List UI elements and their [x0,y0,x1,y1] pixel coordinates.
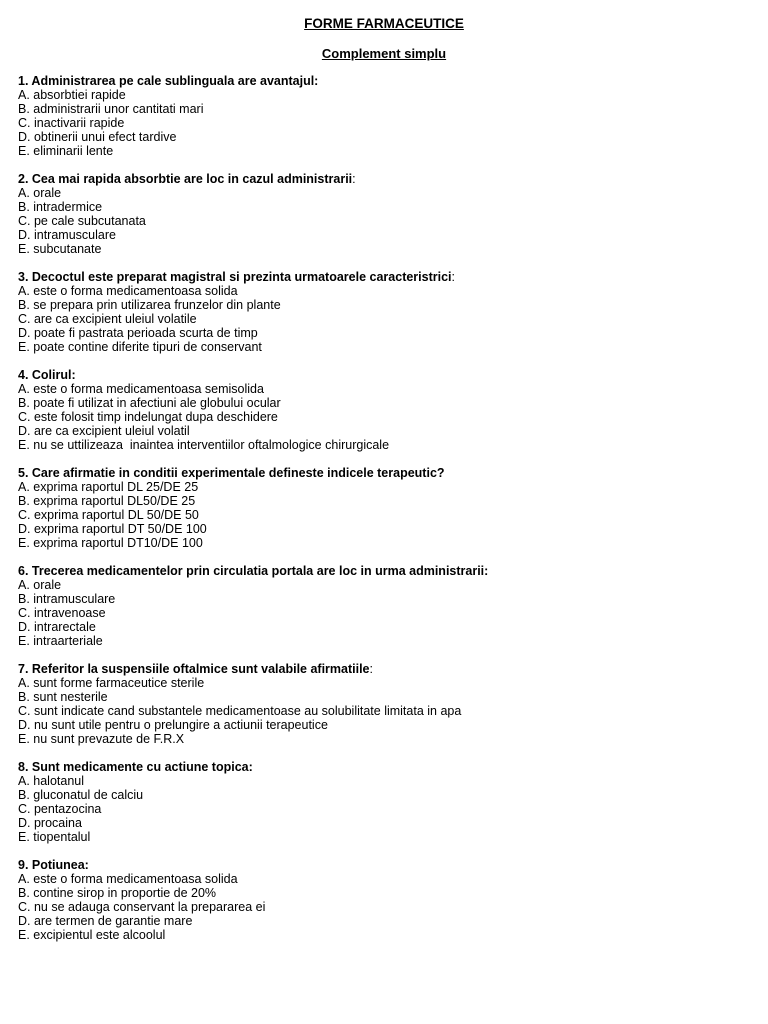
answer-option: C. pe cale subcutanata [18,213,146,228]
answer-options [18,382,758,452]
question-text [18,662,758,676]
question-text [18,564,758,578]
answer-option: B. poate fi utilizat in afectiuni ale globului ocular [18,395,281,410]
question-text [18,466,758,480]
answer-option: E. eliminarii lente [18,143,114,158]
question-stem: 4. Colirul: [18,367,76,382]
answer-option: E. excipientul este alcoolul [18,927,166,942]
question-1 [18,74,758,158]
question-3 [18,270,758,354]
question-list [18,74,758,956]
answer-option: A. exprima raportul DL 25/DE 25 [18,479,199,494]
question-stem: 3. Decoctul este preparat magistral si prezinta urmatoarele caracteristrici [18,269,452,284]
answer-option: E. poate contine diferite tipuri de conservant [18,339,262,354]
question-stem-tail: : [352,171,356,186]
answer-option: B. se prepara prin utilizarea frunzelor din plante [18,297,281,312]
answer-options [18,284,758,354]
answer-option: A. orale [18,185,62,200]
question-stem: 7. Referitor la suspensiile oftalmice sunt valabile afirmatiile [18,661,370,676]
question-text [18,858,758,872]
answer-option: D. are ca excipient uleiul volatil [18,423,190,438]
question-text [18,74,758,88]
question-stem: 2. Cea mai rapida absorbtie are loc in cazul administrarii [18,171,353,186]
answer-options [18,872,758,942]
question-text [18,760,758,774]
answer-options [18,88,758,158]
answer-option: D. exprima raportul DT 50/DE 100 [18,521,207,536]
answer-option: D. procaina [18,815,82,830]
answer-option: C. nu se adauga conservant la prepararea ei [18,899,266,914]
answer-option: E. subcutanate [18,241,102,256]
answer-option: D. poate fi pastrata perioada scurta de timp [18,325,258,340]
question-stem-tail: : [451,269,456,284]
answer-option: B. contine sirop in proportie de 20% [18,885,217,900]
answer-option: A. sunt forme farmaceutice sterile [18,675,205,690]
question-stem: 6. Trecerea medicamentelor prin circulatia portala are loc in urma administrarii: [18,563,489,578]
answer-option: B. intradermice [18,199,103,214]
answer-option: E. nu sunt prevazute de F.R.X [18,731,185,746]
answer-option: E. exprima raportul DT10/DE 100 [18,535,203,550]
answer-option: B. sunt nesterile [18,689,108,704]
answer-option: C. pentazocina [18,801,102,816]
answer-option: A. este o forma medicamentoasa solida [18,283,238,298]
document-title: FORME FARMACEUTICE [304,16,464,31]
answer-options [18,774,758,844]
question-5 [18,466,758,550]
question-stem-tail: : [369,661,373,676]
document-subtitle: Complement simplu [321,46,447,61]
answer-option: A. orale [18,577,62,592]
answer-option: A. este o forma medicamentoasa semisolida [18,381,264,396]
answer-options [18,676,758,746]
question-4 [18,368,758,452]
answer-option: E. intraarteriale [18,633,103,648]
question-stem: 8. Sunt medicamente cu actiune topica: [18,759,253,774]
question-7 [18,662,758,746]
question-9 [18,858,758,942]
answer-option: B. administrarii unor cantitati mari [18,101,204,116]
answer-option: A. absorbtiei rapide [18,87,126,102]
answer-option: D. intramusculare [18,227,116,242]
answer-option: C. are ca excipient uleiul volatile [18,311,197,326]
answer-option: C. este folosit timp indelungat dupa deschidere [18,409,278,424]
answer-option: C. intravenoase [18,605,106,620]
answer-options [18,480,758,550]
question-8 [18,760,758,844]
answer-option: B. intramusculare [18,591,116,606]
question-stem: 5. Care afirmatie in conditii experimentale defineste indicele terapeutic? [18,465,445,480]
answer-option: D. obtinerii unui efect tardive [18,129,177,144]
answer-option: B. gluconatul de calciu [18,787,144,802]
question-text [18,270,758,284]
answer-option: E. nu se uttilizeaza inaintea interventiilor oftalmologice chirurgicale [18,437,390,452]
answer-option: E. tiopentalul [18,829,91,844]
question-2 [18,172,758,256]
question-stem: 1. Administrarea pe cale sublinguala are avantajul: [18,73,319,88]
question-6 [18,564,758,648]
answer-option: D. intrarectale [18,619,96,634]
answer-option: D. are termen de garantie mare [18,913,193,928]
answer-options [18,578,758,648]
question-text [18,368,758,382]
answer-option: A. este o forma medicamentoasa solida [18,871,238,886]
answer-option: A. halotanul [18,773,85,788]
question-stem: 9. Potiunea: [18,857,89,872]
answer-option: C. sunt indicate cand substantele medicamentoase au solubilitate limitata in apa [18,703,462,718]
question-text [18,172,758,186]
answer-option: B. exprima raportul DL50/DE 25 [18,493,196,508]
answer-option: D. nu sunt utile pentru o prelungire a actiunii terapeutice [18,717,328,732]
answer-options [18,186,758,256]
answer-option: C. exprima raportul DL 50/DE 50 [18,507,199,522]
answer-option: C. inactivarii rapide [18,115,125,130]
